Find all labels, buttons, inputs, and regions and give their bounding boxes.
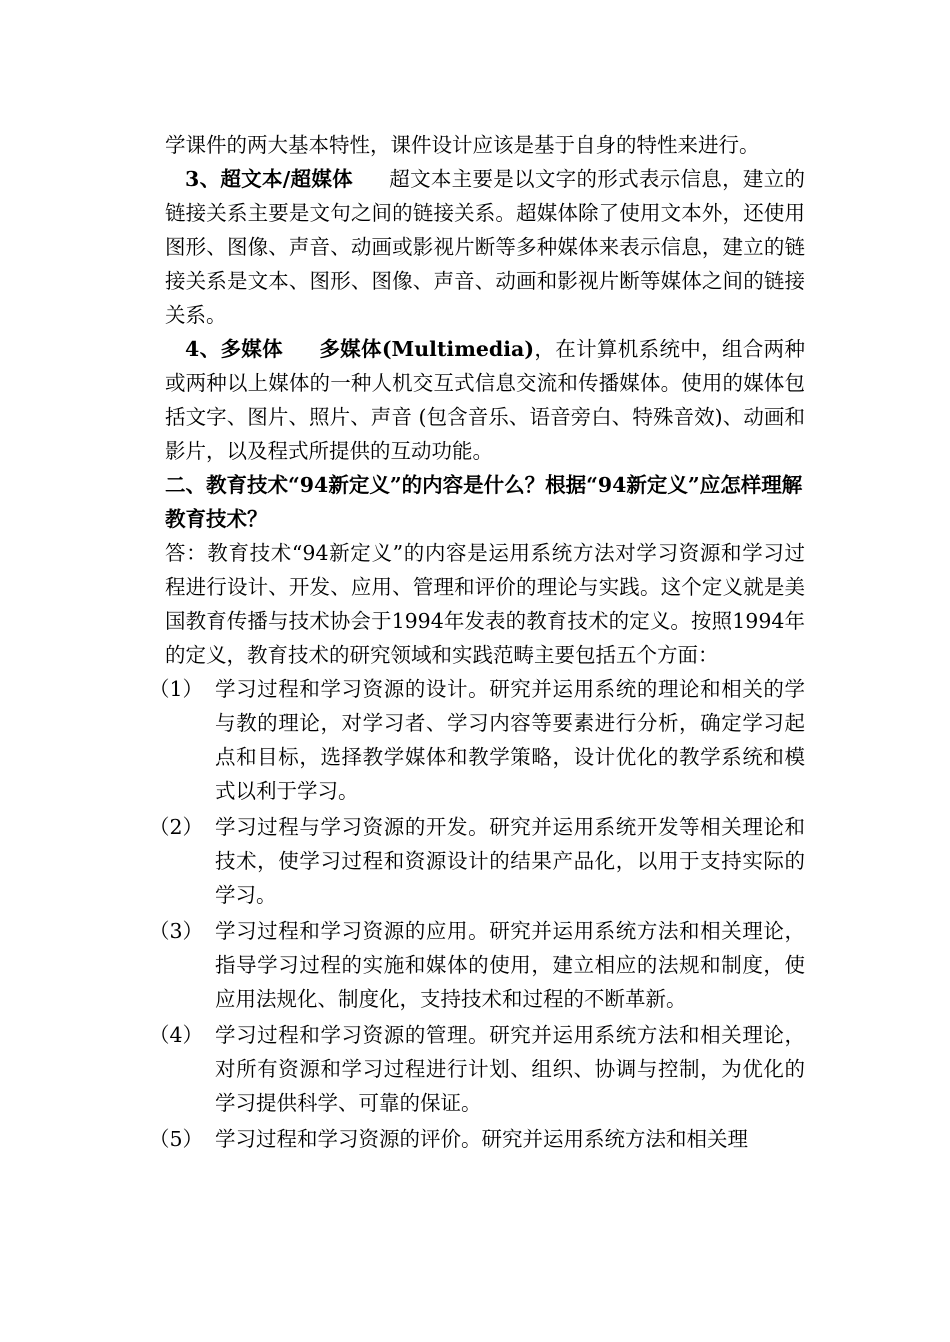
list-item: [149, 1018, 805, 1120]
list-item-text: 学习过程和学习资源的管理。研究并运用系统方法和相关理论，对所有资源和学习过程进行计划、组织、协调与控制，为优化的学习提供科学、可靠的保证。: [215, 1023, 805, 1115]
answer-paragraph: 答：教育技术“94新定义”的内容是运用系统方法对学习资源和学习过程进行设计、开发、应用、管理和评价的理论与实践。这个定义就是美国教育传播与技术协会于1994年发表的教育技术的定义。按照1994年的定义，教育技术的研究领域和实践范畴主要包括五个方面：: [165, 541, 805, 667]
multimedia-lead: 多媒体(Multimedia): [318, 337, 535, 361]
list-item-text: 学习过程和学习资源的应用。研究并运用系统方法和相关理论，指导学习过程的实施和媒体的使用，建立相应的法规和制度，使应用法规化、制度化，支持技术和过程的不断革新。: [215, 919, 805, 1011]
question-heading: 二、教育技术“94新定义”的内容是什么？根据“94新定义”应怎样理解教育技术？: [165, 473, 803, 531]
multimedia-body: ，在计算机系统中，组合两种或两种以上媒体的一种人机交互式信息交流和传播媒体。使用的媒体包括文字、图片、照片、声音 (包含音乐、语音旁白、特殊音效)、动画和影片，以及程式所提供的互动功能。: [165, 337, 806, 463]
list-item: [149, 672, 805, 808]
list-item-text: 学习过程和学习资源的评价。研究并运用系统方法和相关理: [215, 1127, 748, 1151]
hypertext-body: 超文本主要是以文字的形式表示信息，建立的链接关系主要是文句之间的链接关系。超媒体除了使用文本外，还使用图形、图像、声音、动画或影视片断等多种媒体来表示信息，建立的链接关系是文本、图形、图像、声音、动画和影视片断等媒体之间的链接关系。: [165, 167, 805, 327]
list-item-text: 学习过程和学习资源的设计。研究并运用系统的理论和相关的学与教的理论，对学习者、学习内容等要素进行分析，确定学习起点和目标，选择教学媒体和教学策略，设计优化的教学系统和模式以利于学习。: [215, 677, 805, 803]
heading-multimedia: 4、多媒体: [185, 337, 283, 361]
list-item-number: （3）: [149, 919, 204, 943]
list-item: [149, 810, 805, 912]
list-item: [149, 914, 805, 1016]
list-item-number: （1）: [149, 677, 204, 701]
list-item-text: 学习过程与学习资源的开发。研究并运用系统开发等相关理论和技术，使学习过程和资源设计的结果产品化，以用于支持实际的学习。: [215, 815, 805, 907]
list-item: [149, 1122, 805, 1156]
paragraph-multimedia: [165, 332, 805, 468]
aspects-list: [149, 672, 805, 1156]
heading-hypertext: 3、超文本/超媒体: [185, 167, 353, 191]
paragraph-continuation: 学课件的两大基本特性，课件设计应该是基于自身的特性来进行。: [165, 133, 760, 157]
document-page: [149, 128, 806, 1158]
list-item-number: （2）: [149, 815, 204, 839]
list-item-number: （4）: [149, 1023, 204, 1047]
paragraph-hypertext: [165, 162, 805, 332]
list-item-number: （5）: [149, 1127, 204, 1151]
